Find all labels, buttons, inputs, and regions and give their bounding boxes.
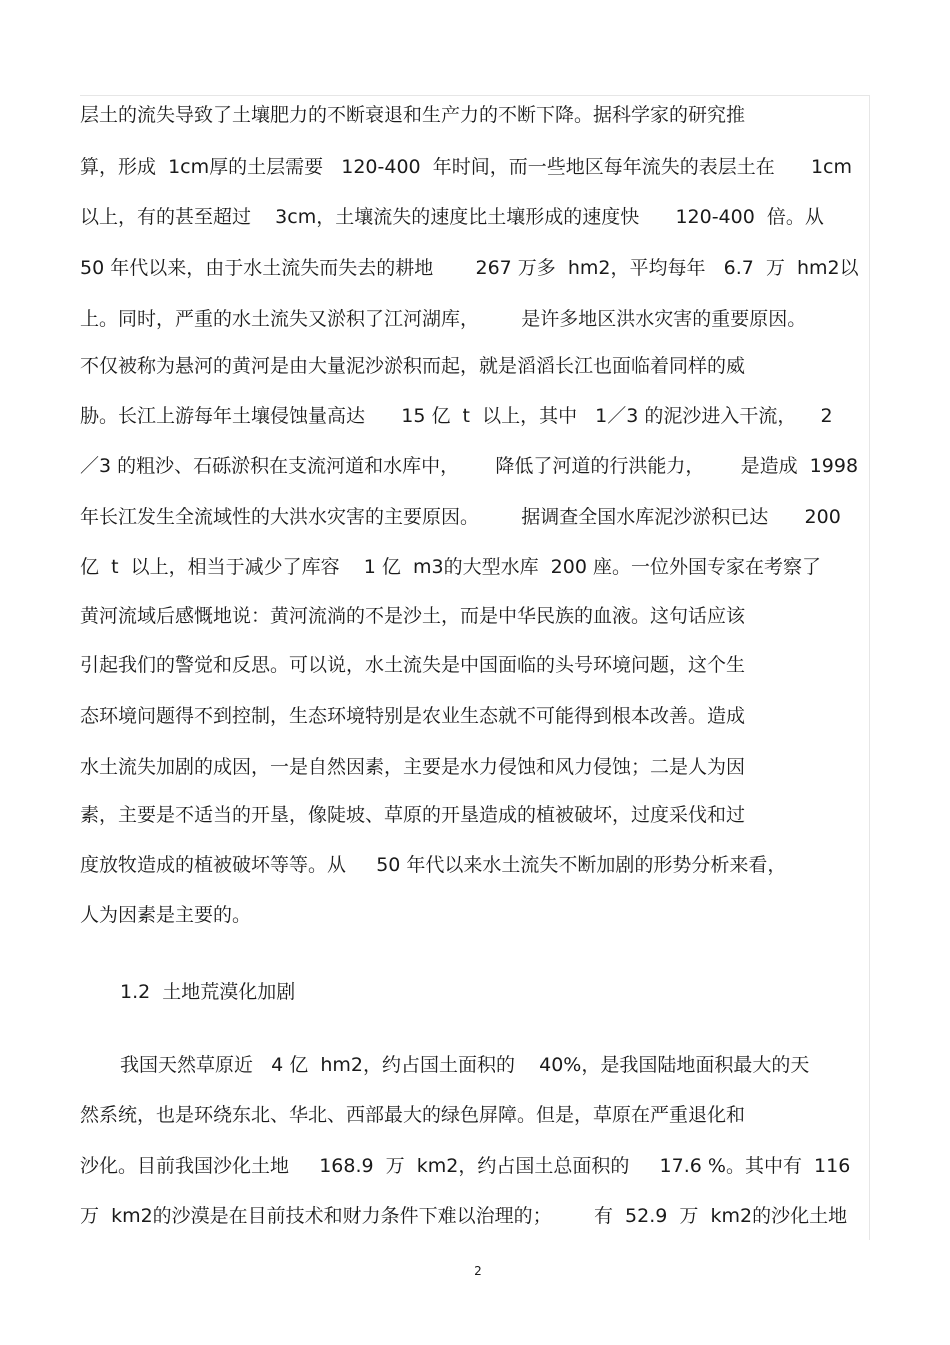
text-line: 胁。长江上游每年土壤侵蚀量高达 15 亿 t 以上，其中 1／3 的泥沙进入干流， 2 (80, 405, 833, 427)
text-line: 黄河流域后感慨地说：黄河流淌的不是沙土，而是中华民族的血液。这句话应该 (80, 605, 746, 627)
section-heading: 1.2 土地荒漠化加剧 (120, 981, 296, 1003)
text-line: 50 年代以来，由于水土流失而失去的耕地 267 万多 hm2，平均每年 6.7 万 hm2以 (80, 257, 859, 279)
text-line: 以上，有的甚至超过 3cm，土壤流失的速度比土壤形成的速度快 120-400 倍。从 (80, 206, 824, 228)
text-line: 年长江发生全流域性的大洪水灾害的主要原因。 据调查全国水库泥沙淤积已达 200 (80, 506, 841, 528)
text-line: 不仅被称为悬河的黄河是由大量泥沙淤积而起，就是滔滔长江也面临着同样的威 (80, 355, 746, 377)
page-number: 2 (474, 1264, 482, 1278)
text-line: ／3 的粗沙、石砾淤积在支流河道和水库中， 降低了河道的行洪能力， 是造成 1998 (80, 455, 859, 477)
text-line: 度放牧造成的植被破坏等等。从 50 年代以来水土流失不断加剧的形势分析来看， (80, 854, 787, 876)
text-line: 素，主要是不适当的开垦，像陡坡、草原的开垦造成的植被破坏，过度采伐和过 (80, 804, 746, 826)
text-line: 亿 t 以上，相当于减少了库容 1 亿 m3的大型水库 200 座。一位外国专家在考察了 (80, 556, 821, 578)
text-line: 水土流失加剧的成因，一是自然因素，主要是水力侵蚀和风力侵蚀；二是人为因 (80, 756, 746, 778)
page-top-rule (80, 95, 870, 96)
text-line: 我国天然草原近 4 亿 hm2，约占国土面积的 40%，是我国陆地面积最大的天 (120, 1054, 810, 1076)
text-line: 算，形成 1cm厚的土层需要 120-400 年时间，而一些地区每年流失的表层土在 1cm (80, 156, 852, 178)
text-line: 上。同时，严重的水土流失又淤积了江河湖库， 是许多地区洪水灾害的重要原因。 (80, 308, 807, 330)
text-line: 人为因素是主要的。 (80, 904, 252, 926)
page-right-rule (869, 95, 870, 1240)
text-line: 态环境问题得不到控制，生态环境特别是农业生态就不可能得到根本改善。造成 (80, 705, 746, 727)
text-line: 层土的流失导致了土壤肥力的不断衰退和生产力的不断下降。据科学家的研究推 (80, 104, 746, 126)
text-line: 然系统，也是环绕东北、华北、西部最大的绿色屏障。但是，草原在严重退化和 (80, 1104, 746, 1126)
text-line: 万 km2的沙漠是在目前技术和财力条件下难以治理的； 有 52.9 万 km2的沙化土地 (80, 1205, 848, 1227)
text-line: 引起我们的警觉和反思。可以说，水土流失是中国面临的头号环境问题，这个生 (80, 654, 746, 676)
text-line: 沙化。目前我国沙化土地 168.9 万 km2，约占国土总面积的 17.6 %。其中有 116 (80, 1155, 851, 1177)
